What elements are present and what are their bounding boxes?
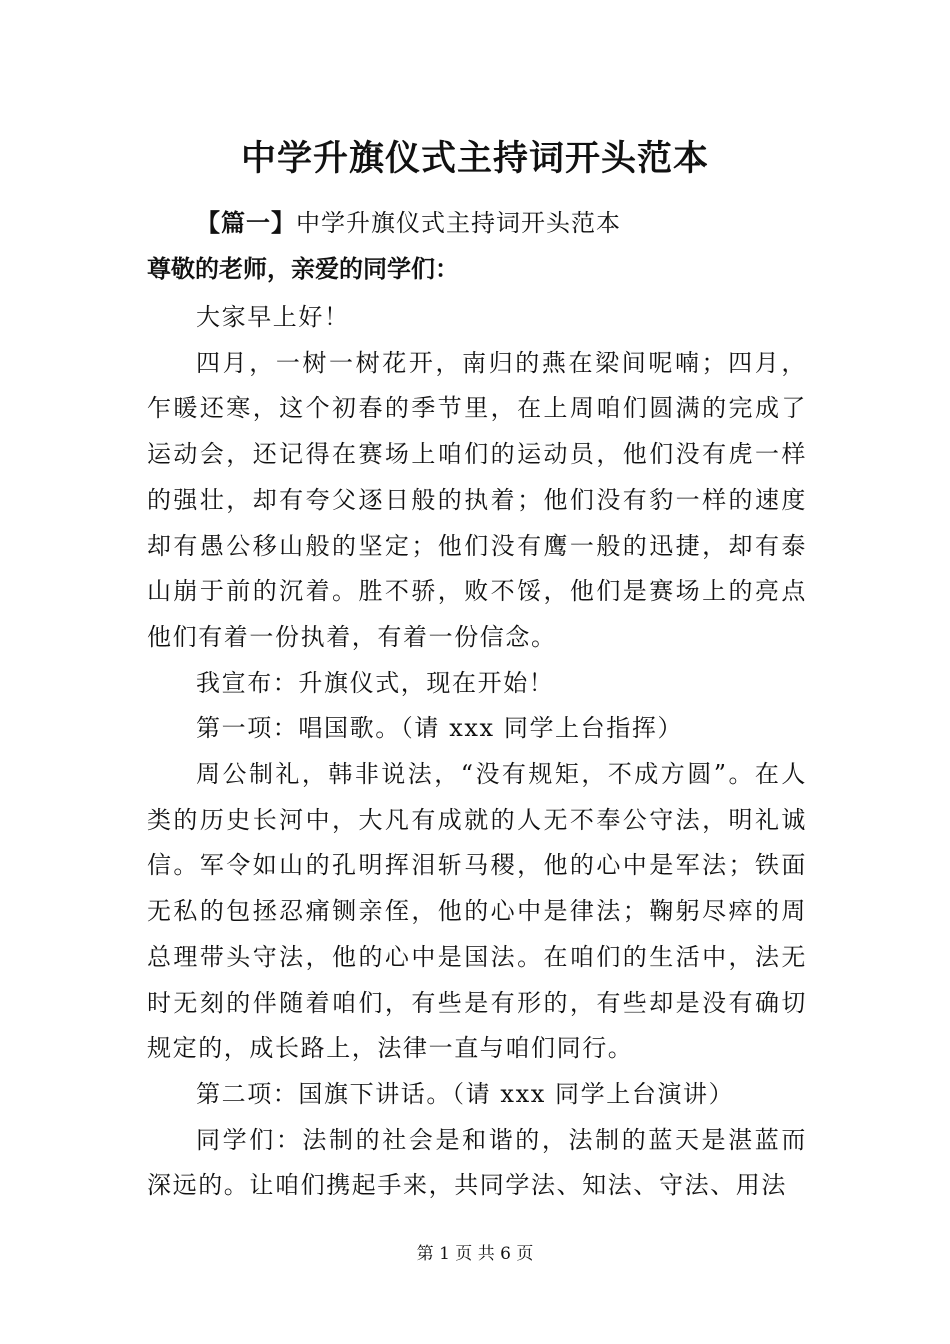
page-footer: 第 1 页 共 6 页 bbox=[416, 1244, 534, 1264]
paragraph-item-two: 第二项：国旗下讲话。（请 xxx 同学上台演讲） bbox=[196, 1079, 735, 1108]
salutation: 尊敬的老师，亲爱的同学们： bbox=[147, 254, 459, 283]
paragraph-closing: 同学们：法制的社会是和谐的，法制的蓝天是湛蓝而深远的。让咱们携起手来，共同学法、知法、守法、用法 bbox=[147, 1125, 807, 1200]
paragraph-opening: 四月，一树一树花开，南归的燕在梁间呢喃；四月，乍暖还寒，这个初春的季节里，在上周咱们圆满的完成了运动会，还记得在赛场上咱们的运动员，他们没有虎一样的强壮，却有夸父逐日般的执着；他们没有豹一样的速度却有愚公移山般的坚定；他们没有鹰一般的迅捷，却有泰山崩于前的沉着。胜不骄，败不馁，他们是赛场上的亮点他们有着一份执着，有着一份信念。 bbox=[147, 348, 807, 651]
paragraph-announcement: 我宣布：升旗仪式，现在开始！ bbox=[196, 668, 555, 697]
paragraph-greeting: 大家早上好！ bbox=[196, 303, 350, 331]
paragraph-law: 周公制礼，韩非说法，“没有规矩，不成方圆”。在人类的历史长河中，大凡有成就的人无不奉公守法，明礼诚信。军令如山的孔明挥泪斩马稷，他的心中是军法；铁面无私的包拯忍痛铡亲侄，他的心中是律法；鞠躬尽瘁的周总理带头守法，他的心中是国法。在咱们的生活中，法无时无刻的伴随着咱们，有些是有形的，有些却是没有确切规定的，成长路上，法律一直与咱们同行。 bbox=[147, 760, 807, 1063]
paragraph-item-one: 第一项：唱国歌。（请 xxx 同学上台指挥） bbox=[196, 714, 684, 743]
document-title: 中学升旗仪式主持词开头范本 bbox=[240, 138, 709, 179]
document-body bbox=[147, 295, 807, 1209]
section-title: 中学升旗仪式主持词开头范本 bbox=[296, 209, 621, 237]
section-bracket-label: 【篇一】 bbox=[196, 208, 296, 237]
section-heading bbox=[196, 203, 621, 243]
